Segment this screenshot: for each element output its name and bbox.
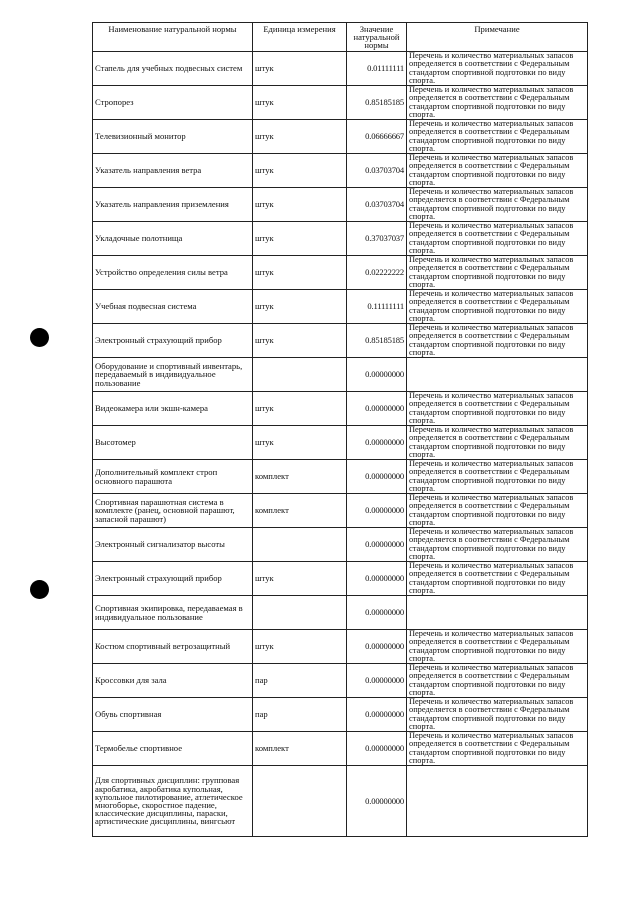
cell-name: Стапель для учебных подвесных систем [93, 52, 253, 86]
cell-note [407, 766, 588, 837]
cell-note: Перечень и количество материальных запасов определяется в соответствии с Федеральным стандартом спортивной подготовки по виду спорта. [407, 222, 588, 256]
cell-unit: штук [253, 86, 347, 120]
cell-name: Дополнительный комплект строп основного парашюта [93, 460, 253, 494]
table-row [93, 188, 588, 222]
cell-unit: штук [253, 392, 347, 426]
cell-name: Телевизионный монитор [93, 120, 253, 154]
table-row [93, 52, 588, 86]
table-row [93, 732, 588, 766]
cell-unit: комплект [253, 460, 347, 494]
cell-name: Стропорез [93, 86, 253, 120]
table-row [93, 460, 588, 494]
cell-name: Указатель направления ветра [93, 154, 253, 188]
cell-value: 0.02222222 [347, 256, 407, 290]
cell-name: Костюм спортивный ветрозащитный [93, 630, 253, 664]
binder-hole-bottom [30, 580, 49, 599]
table-row [93, 222, 588, 256]
cell-unit: комплект [253, 732, 347, 766]
cell-value: 0.37037037 [347, 222, 407, 256]
cell-value: 0.00000000 [347, 732, 407, 766]
table-row [93, 630, 588, 664]
cell-name: Устройство определения силы ветра [93, 256, 253, 290]
cell-unit: штук [253, 290, 347, 324]
cell-value: 0.00000000 [347, 698, 407, 732]
table-row [93, 154, 588, 188]
cell-value: 0.00000000 [347, 392, 407, 426]
table-row [93, 698, 588, 732]
cell-note: Перечень и количество материальных запасов определяется в соответствии с Федеральным стандартом спортивной подготовки по виду спорта. [407, 52, 588, 86]
table-row [93, 494, 588, 528]
table-row [93, 324, 588, 358]
table-row [93, 358, 588, 392]
cell-note: Перечень и количество материальных запасов определяется в соответствии с Федеральным стандартом спортивной подготовки по виду спорта. [407, 732, 588, 766]
cell-unit [253, 596, 347, 630]
cell-value: 0.00000000 [347, 494, 407, 528]
cell-note: Перечень и количество материальных запасов определяется в соответствии с Федеральным стандартом спортивной подготовки по виду спорта. [407, 256, 588, 290]
cell-note: Перечень и количество материальных запасов определяется в соответствии с Федеральным стандартом спортивной подготовки по виду спорта. [407, 562, 588, 596]
cell-note: Перечень и количество материальных запасов определяется в соответствии с Федеральным стандартом спортивной подготовки по виду спорта. [407, 86, 588, 120]
cell-value: 0.01111111 [347, 52, 407, 86]
cell-unit [253, 358, 347, 392]
cell-value: 0.03703704 [347, 188, 407, 222]
cell-name: Учебная подвесная система [93, 290, 253, 324]
cell-name: Видеокамера или экшн-камера [93, 392, 253, 426]
cell-name: Указатель направления приземления [93, 188, 253, 222]
cell-note: Перечень и количество материальных запасов определяется в соответствии с Федеральным стандартом спортивной подготовки по виду спорта. [407, 290, 588, 324]
cell-unit: штук [253, 562, 347, 596]
cell-unit: штук [253, 324, 347, 358]
cell-unit [253, 528, 347, 562]
cell-unit: пар [253, 664, 347, 698]
table-body [93, 52, 588, 837]
cell-value: 0.03703704 [347, 154, 407, 188]
cell-name: Для спортивных дисциплин: групповая акробатика, акробатика купольная, купольное пилотирование, атлетическое многоборье, скоростное падение, классические дисциплины, параски, артистические дисциплины, вингсьют [93, 766, 253, 837]
cell-unit: штук [253, 154, 347, 188]
cell-note: Перечень и количество материальных запасов определяется в соответствии с Федеральным стандартом спортивной подготовки по виду спорта. [407, 460, 588, 494]
cell-value: 0.00000000 [347, 426, 407, 460]
header-unit: Единица измерения [253, 23, 347, 52]
table-row [93, 392, 588, 426]
header-name: Наименование натуральной нормы [93, 23, 253, 52]
cell-value: 0.00000000 [347, 664, 407, 698]
cell-name: Укладочные полотнища [93, 222, 253, 256]
cell-note: Перечень и количество материальных запасов определяется в соответствии с Федеральным стандартом спортивной подготовки по виду спорта. [407, 698, 588, 732]
cell-unit [253, 766, 347, 837]
header-note: Примечание [407, 23, 588, 52]
cell-note: Перечень и количество материальных запасов определяется в соответствии с Федеральным стандартом спортивной подготовки по виду спорта. [407, 324, 588, 358]
cell-value: 0.00000000 [347, 562, 407, 596]
cell-name: Спортивная парашютная система в комплекте (ранец, основной парашют, запасной парашют) [93, 494, 253, 528]
cell-value: 0.00000000 [347, 358, 407, 392]
cell-note: Перечень и количество материальных запасов определяется в соответствии с Федеральным стандартом спортивной подготовки по виду спорта. [407, 528, 588, 562]
cell-name: Электронный сигнализатор высоты [93, 528, 253, 562]
cell-name: Высотомер [93, 426, 253, 460]
header-value: Значение натуральной нормы [347, 23, 407, 52]
cell-value: 0.00000000 [347, 460, 407, 494]
table-row [93, 256, 588, 290]
cell-unit: штук [253, 222, 347, 256]
cell-value: 0.00000000 [347, 596, 407, 630]
cell-unit: комплект [253, 494, 347, 528]
cell-unit: штук [253, 426, 347, 460]
cell-name: Электронный страхующий прибор [93, 562, 253, 596]
cell-note: Перечень и количество материальных запасов определяется в соответствии с Федеральным стандартом спортивной подготовки по виду спорта. [407, 494, 588, 528]
cell-note: Перечень и количество материальных запасов определяется в соответствии с Федеральным стандартом спортивной подготовки по виду спорта. [407, 426, 588, 460]
cell-unit: штук [253, 256, 347, 290]
table-row [93, 86, 588, 120]
cell-note [407, 358, 588, 392]
cell-value: 0.85185185 [347, 324, 407, 358]
table-row [93, 596, 588, 630]
table-row [93, 766, 588, 837]
cell-value: 0.85185185 [347, 86, 407, 120]
cell-note: Перечень и количество материальных запасов определяется в соответствии с Федеральным стандартом спортивной подготовки по виду спорта. [407, 664, 588, 698]
cell-unit: штук [253, 630, 347, 664]
cell-value: 0.11111111 [347, 290, 407, 324]
cell-unit: штук [253, 188, 347, 222]
cell-note: Перечень и количество материальных запасов определяется в соответствии с Федеральным стандартом спортивной подготовки по виду спорта. [407, 120, 588, 154]
cell-value: 0.00000000 [347, 630, 407, 664]
table-row [93, 562, 588, 596]
cell-unit: пар [253, 698, 347, 732]
table-row [93, 528, 588, 562]
cell-note: Перечень и количество материальных запасов определяется в соответствии с Федеральным стандартом спортивной подготовки по виду спорта. [407, 154, 588, 188]
cell-name: Кроссовки для зала [93, 664, 253, 698]
cell-note: Перечень и количество материальных запасов определяется в соответствии с Федеральным стандартом спортивной подготовки по виду спорта. [407, 392, 588, 426]
table-row [93, 664, 588, 698]
table-header-row [93, 23, 588, 52]
norms-table [92, 22, 588, 837]
table-row [93, 426, 588, 460]
cell-name: Обувь спортивная [93, 698, 253, 732]
cell-note [407, 596, 588, 630]
cell-unit: штук [253, 120, 347, 154]
binder-hole-top [30, 328, 49, 347]
cell-name: Электронный страхующий прибор [93, 324, 253, 358]
cell-name: Термобелье спортивное [93, 732, 253, 766]
table-row [93, 120, 588, 154]
cell-name: Спортивная экипировка, передаваемая в индивидуальное пользование [93, 596, 253, 630]
cell-value: 0.00000000 [347, 766, 407, 837]
cell-note: Перечень и количество материальных запасов определяется в соответствии с Федеральным стандартом спортивной подготовки по виду спорта. [407, 630, 588, 664]
table-row [93, 290, 588, 324]
cell-name: Оборудование и спортивный инвентарь, передаваемый в индивидуальное пользование [93, 358, 253, 392]
cell-note: Перечень и количество материальных запасов определяется в соответствии с Федеральным стандартом спортивной подготовки по виду спорта. [407, 188, 588, 222]
cell-unit: штук [253, 52, 347, 86]
cell-value: 0.06666667 [347, 120, 407, 154]
cell-value: 0.00000000 [347, 528, 407, 562]
